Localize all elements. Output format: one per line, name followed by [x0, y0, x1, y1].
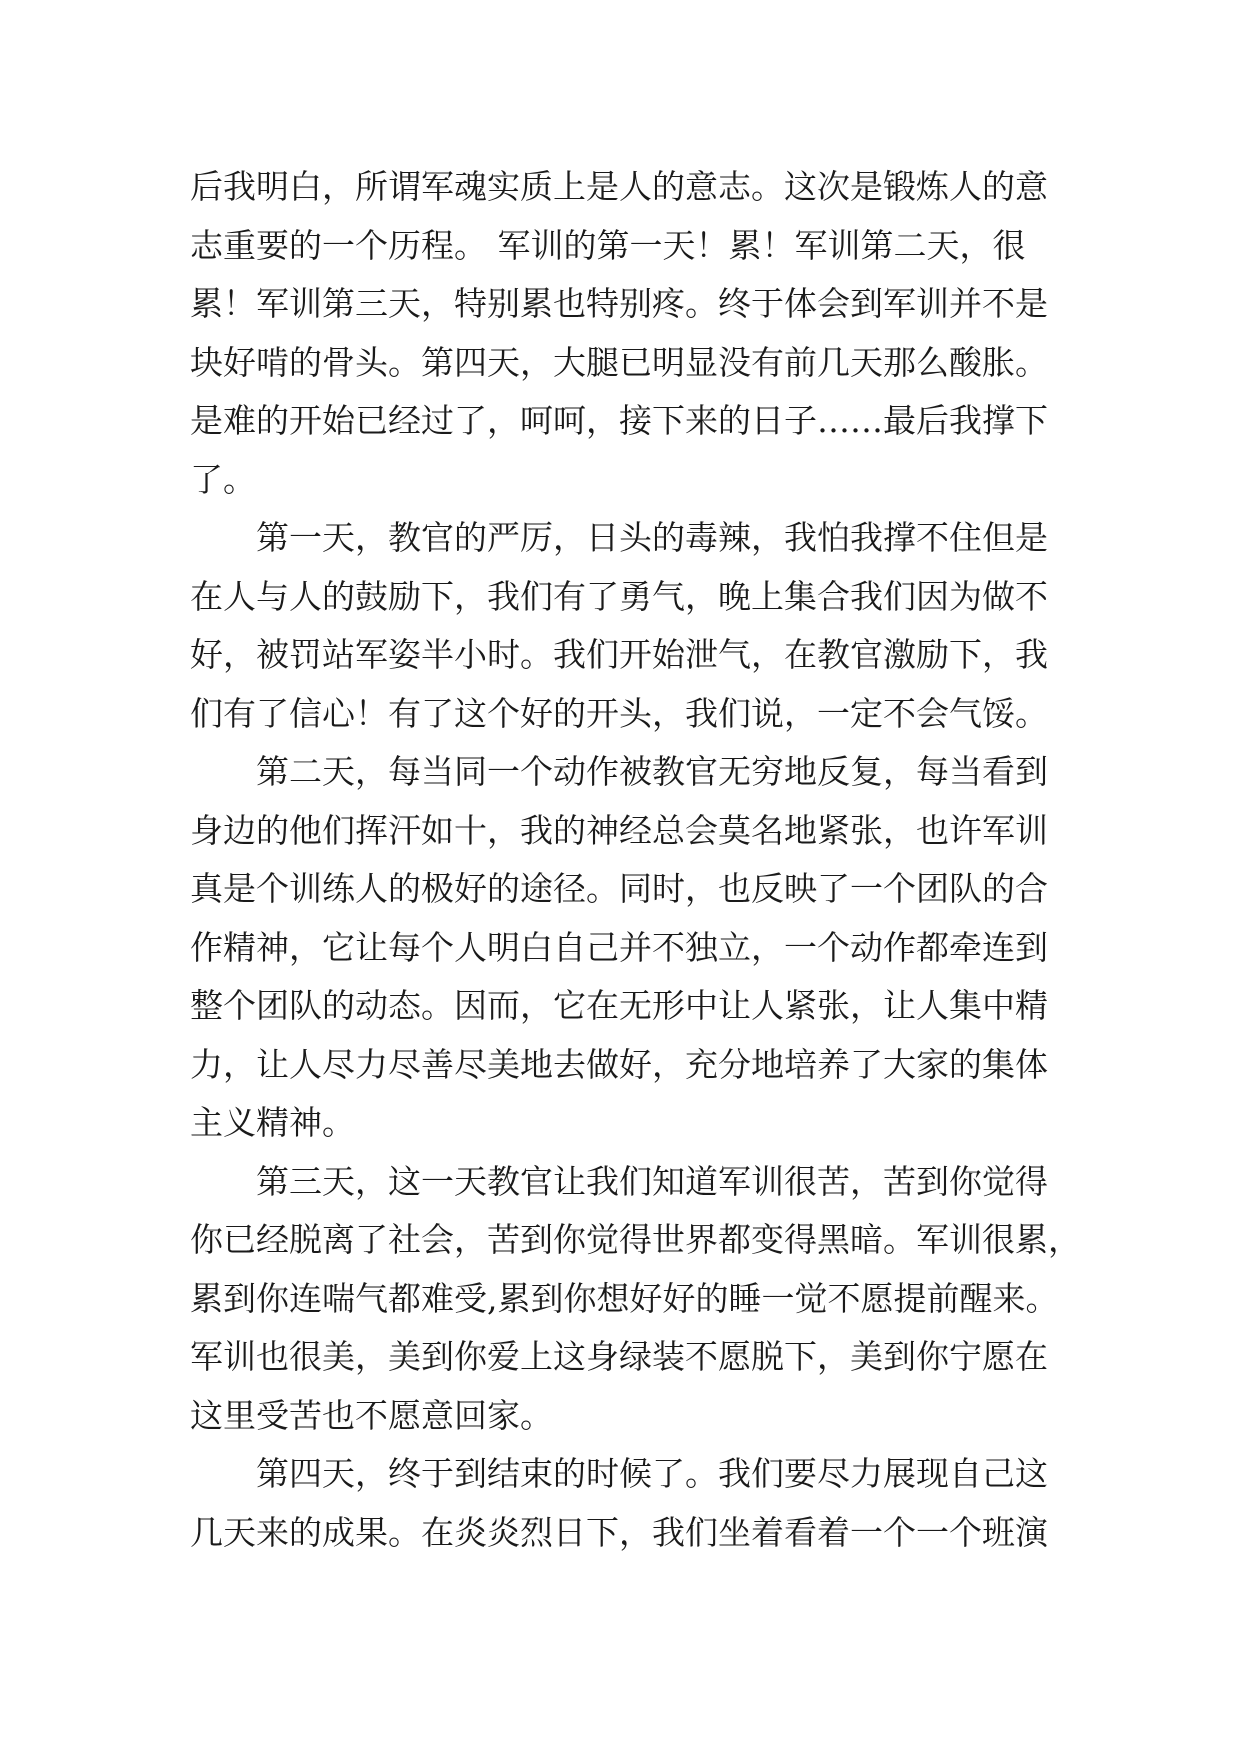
text-line: 后我明白，所谓军魂实质上是人的意志。这次是锻炼人的意 — [190, 167, 1048, 206]
text-line: 军训也很美，美到你爱上这身绿装不愿脱下，美到你宁愿在 — [190, 1337, 1048, 1376]
text-line: 了。 — [190, 459, 256, 499]
text-line: 力，让人尽力尽善尽美地去做好，充分地培养了大家的集体 — [190, 1044, 1048, 1084]
text-line: 真是个训练人的极好的途径。同时，也反映了一个团队的合 — [190, 869, 1048, 908]
text-line: 这里受苦也不愿意回家。 — [190, 1395, 553, 1435]
text-line: 第四天，终于到结束的时候了。我们要尽力展现自己这 — [190, 1454, 1048, 1493]
paragraph-5 — [190, 1445, 1060, 1562]
text-line: 在人与人的鼓励下，我们有了勇气，晚上集合我们因为做不 — [190, 576, 1048, 616]
paragraph-3 — [190, 743, 1060, 1153]
text-line: 们有了信心！有了这个好的开头，我们说，一定不会气馁。 — [190, 693, 1048, 733]
text-line: 主义精神。 — [190, 1103, 355, 1142]
text-line: 几天来的成果。在炎炎烈日下，我们坐着看着一个一个班演 — [190, 1512, 1048, 1552]
text-line: 志重要的一个历程。 军训的第一天！累！军训第二天，很 — [190, 225, 1026, 265]
text-line: 累到你连喘气都难受,累到你想好好的睡一觉不愿提前醒来。 — [190, 1278, 1059, 1318]
text-line: 作精神，它让每个人明白自己并不独立，一个动作都牵连到 — [190, 927, 1048, 967]
text-line: 累！军训第三天，特别累也特别疼。终于体会到军训并不是 — [190, 284, 1048, 323]
paragraph-4 — [190, 1153, 1081, 1446]
text-line: 好，被罚站军姿半小时。我们开始泄气，在教官激励下，我 — [190, 635, 1048, 674]
paragraph-2 — [190, 509, 1060, 743]
text-line: 第二天，每当同一个动作被教官无穷地反复，每当看到 — [190, 752, 1048, 791]
text-line: 第三天，这一天教官让我们知道军训很苦，苦到你觉得 — [190, 1161, 1048, 1201]
text-line: 你已经脱离了社会，苦到你觉得世界都变得黑暗。军训很累， — [190, 1220, 1081, 1259]
paragraph-1 — [190, 158, 1060, 509]
text-line: 块好啃的骨头。第四天，大腿已明显没有前几天那么酸胀。 — [190, 342, 1048, 382]
text-line: 整个团队的动态。因而，它在无形中让人紧张，让人集中精 — [190, 986, 1048, 1025]
text-line: 身边的他们挥汗如十，我的神经总会莫名地紧张，也许军训 — [190, 810, 1048, 850]
document-body — [190, 158, 1081, 1562]
text-line: 第一天，教官的严厉，日头的毒辣，我怕我撑不住但是 — [190, 518, 1048, 557]
text-line: 是难的开始已经过了，呵呵，接下来的日子……最后我撑下 — [190, 401, 1048, 440]
